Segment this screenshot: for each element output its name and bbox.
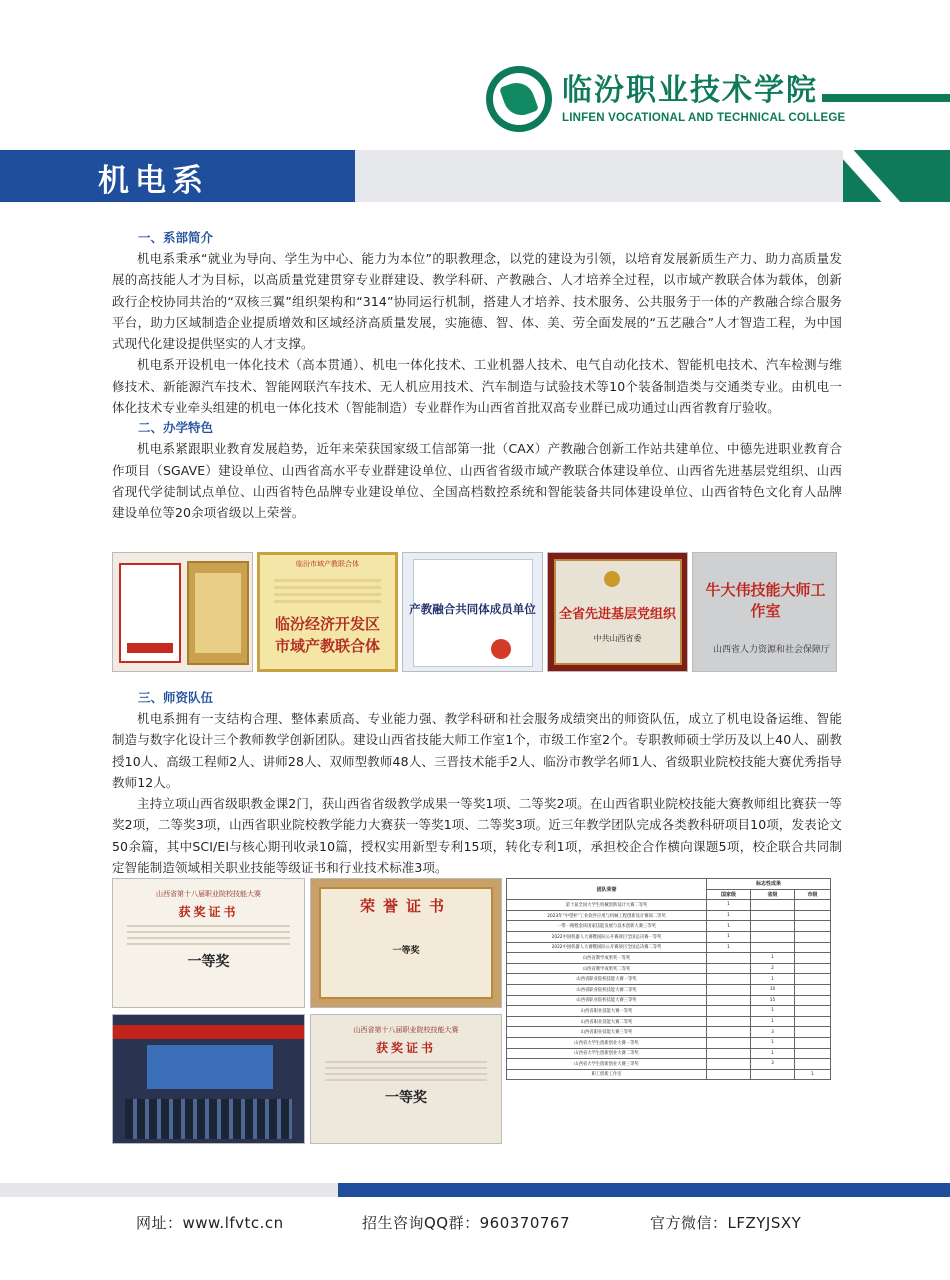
table-cell-honor: 山西省职业技能大赛三等奖 <box>507 1027 707 1038</box>
table-cell-city: 1 <box>795 1069 831 1080</box>
table-cell-provincial: 10 <box>751 984 795 995</box>
table-cell-honor: 2022中国机器人大赛暨国际公开赛项目全国总决赛一等奖 <box>507 931 707 942</box>
table-cell-national <box>707 1048 751 1059</box>
title-band <box>0 150 950 202</box>
table-cell-provincial <box>751 900 795 911</box>
honor-certificates-photo <box>112 552 253 672</box>
table-cell-national <box>707 963 751 974</box>
table-cell-city <box>795 974 831 985</box>
certificate-award: 一等奖 <box>385 1090 427 1106</box>
table-row <box>507 1048 831 1059</box>
table-row <box>507 900 831 911</box>
table-cell-honor: 山西省教学成果奖二等奖 <box>507 963 707 974</box>
section-heading-intro: 一、系部简介 <box>138 230 214 245</box>
table-cell-national: 1 <box>707 900 751 911</box>
table-cell-honor: 山西省职业院校技能大赛二等奖 <box>507 984 707 995</box>
table-cell-honor: 职工创新工作室 <box>507 1069 707 1080</box>
certificate-award: 一等奖 <box>187 954 230 970</box>
table-cell-city <box>795 900 831 911</box>
table-cell-honor: 一带一路暨金砖国家技能发展与技术创新大赛三等奖 <box>507 921 707 932</box>
table-cell-national <box>707 1037 751 1048</box>
page-title: 机电系 <box>98 163 209 199</box>
award-certificate-photo-2 <box>310 1014 502 1144</box>
table-cell-national <box>707 1069 751 1080</box>
features-paragraph: 机电系紧跟职业教育发展趋势，近年来荣获国家级工信部第一批（CAX）产教融合创新工作站共建单位、中德先进职业教育合作项目（SGAVE）建设单位、山西省高水平专业群建设单位、山西省省级市域产教联合体建设单位、山西省先进基层党组织、山西省现代学徒制试点单位、山西省特色品牌专业建设单位、全国高档数控系统和智能装备共同体建设单位、山西省特色文化育人品牌建设单位等20余项省级以上荣誉。 <box>112 441 842 521</box>
faculty-paragraph-1: 机电系拥有一支结构合理、整体素质高、专业能力强、教学科研和社会服务成绩突出的师资队伍，成立了机电设备运维、智能制造与数字化设计三个教师教学创新团队。建设山西省技能大师工作室1个，市级工作室2个。专职教师硕士学历及以上40人、副教授10人、高级工程师2人、讲师28人、双师型教师48人、三晋技术能手2人、临汾市教学名师1人、省级职业院校技能大赛优秀指导教师12人。 <box>112 711 842 790</box>
table-cell-city <box>795 1048 831 1059</box>
table-cell-honor: 2023年“中望杯”工业软件应用与机械工程创新设计赛项二等奖 <box>507 910 707 921</box>
table-row <box>507 931 831 942</box>
certificate-fine-print <box>127 925 290 945</box>
award-certificate-photo-1 <box>112 878 305 1008</box>
certificate-fine-print <box>325 1061 487 1081</box>
section-heading-faculty: 三、师资队伍 <box>138 690 214 705</box>
table-cell-honor: 山西省职业院校技能大赛三等奖 <box>507 995 707 1006</box>
table-cell-provincial: 1 <box>751 1037 795 1048</box>
table-cell-national <box>707 1059 751 1070</box>
table-row <box>507 1027 831 1038</box>
table-row <box>507 910 831 921</box>
footer-line-gray <box>0 1183 338 1197</box>
certificate-award: 一等奖 <box>392 946 420 956</box>
table-cell-honor: 山西省职业技能大赛一等奖 <box>507 1006 707 1017</box>
table-header-team-honors: 团队荣誉 <box>507 879 707 900</box>
table-row <box>507 953 831 964</box>
table-cell-national <box>707 984 751 995</box>
table-cell-provincial <box>751 921 795 932</box>
table-cell-city <box>795 1016 831 1027</box>
table-subheader-city: 市级 <box>795 889 831 900</box>
community-member-plaque <box>402 552 543 672</box>
certificate-title: 荣誉证书 <box>359 897 452 915</box>
footer-wechat: 官方微信：LFZYJSXY <box>650 1214 802 1232</box>
table-cell-provincial: 15 <box>751 995 795 1006</box>
table-cell-honor: 山西省职业院校技能大赛一等奖 <box>507 974 707 985</box>
table-row <box>507 1059 831 1070</box>
table-cell-provincial: 3 <box>751 1059 795 1070</box>
plaque-issuer: 山西省人力资源和社会保障厅 <box>712 645 830 655</box>
college-name-cn: 临汾职业技术学院 <box>562 73 818 108</box>
team-group-photo <box>112 1014 305 1144</box>
table-cell-city <box>795 910 831 921</box>
honor-certificate-photo <box>310 878 502 1008</box>
table-cell-honor: 2022中国机器人大赛暨国际公开赛项目全国总决赛二等奖 <box>507 942 707 953</box>
table-cell-national <box>707 974 751 985</box>
certificate-header: 山西省第十八届职业院校技能大赛 <box>156 890 261 898</box>
faculty-paragraph-2: 主持立项山西省级职教金课2门，获山西省省级教学成果一等奖1项、二等奖2项。在山西省职业院校技能大赛教师组比赛获一等奖2项，二等奖3项，山西省职业院校教学能力大赛获一等奖1项、二等奖3项。近三年教学团队完成各类教科研项目10项，发表论文50余篇，其中SCI/EI与核心期刊收录10篇，授权实用新型专利15项，转化专利1项，承担校企合作横向课题5项，校企联合共同制定智能制造领域相关职业技能等级证书和行业技术标准3项。 <box>112 796 842 876</box>
table-cell-national: 1 <box>707 921 751 932</box>
table-row <box>507 1006 831 1017</box>
table-row <box>507 974 831 985</box>
footer-contact <box>0 1212 950 1234</box>
section-heading-features: 二、办学特色 <box>138 420 214 436</box>
table-row <box>507 995 831 1006</box>
footer-qq-group: 招生咨询QQ群：960370767 <box>362 1214 571 1232</box>
table-cell-national <box>707 1016 751 1027</box>
plaque-fine-print <box>274 579 381 605</box>
faculty-content <box>112 688 842 878</box>
table-cell-provincial: 1 <box>751 1016 795 1027</box>
industry-education-union-plaque <box>257 552 398 672</box>
table-cell-city <box>795 1037 831 1048</box>
table-cell-provincial: 1 <box>751 974 795 985</box>
table-cell-honor: 第十届全国大学生机械创新设计大赛二等奖 <box>507 900 707 911</box>
header-accent-bar <box>822 94 950 102</box>
plaque-main-text: 全省先进基层党组织 <box>558 607 676 622</box>
title-band-gray <box>355 150 843 202</box>
table-cell-national: 1 <box>707 910 751 921</box>
plaque-top-text: 临汾市域产教联合体 <box>296 560 359 568</box>
table-cell-city <box>795 1059 831 1070</box>
table-cell-provincial: 1 <box>751 1048 795 1059</box>
footer-line-blue <box>338 1183 950 1197</box>
intro-paragraph-1: 机电系秉承“就业为导向、学生为中心、能力为本位”的职教理念，以党的建设为引领，以培育发展新质生产力、助力高质量发展的高技能人才为目标，以高质量党建贯穿专业群建设、教学科研、产教融合、人才培养全过程，以市域产教联合体为载体，创新政行企校协同共治的“双核三翼”组织架构和“314”协同运行机制，搭建人才培养、技术服务、公共服务于一体的产教融合综合服务平台，助力区域制造企业提质增效和区域经济高质量发展，实施德、智、体、美、劳全面发展的“五艺融合”人才智造工程，为中国式现代化建设提供坚实的人才支撑。 <box>112 251 842 352</box>
team-members-image <box>125 1099 292 1139</box>
table-body <box>507 900 831 1080</box>
table-cell-city <box>795 953 831 964</box>
table-cell-city <box>795 1006 831 1017</box>
main-content <box>112 228 842 524</box>
certificate-title: 获奖证书 <box>178 905 239 919</box>
table-cell-honor: 山西省大学生创新创业大赛一等奖 <box>507 1037 707 1048</box>
table-cell-honor: 山西省大学生创新创业大赛三等奖 <box>507 1059 707 1070</box>
table-cell-city <box>795 995 831 1006</box>
table-cell-provincial: 1 <box>751 1006 795 1017</box>
certificate-title: 获奖证书 <box>375 1041 436 1055</box>
table-cell-provincial <box>751 942 795 953</box>
intro-paragraph-2: 机电系开设机电一体化技术（高本贯通）、机电一体化技术、工业机器人技术、电气自动化技术、智能机电技术、汽车检测与维修技术、新能源汽车技术、智能网联汽车技术、无人机应用技术、汽车制造与试验技术等10个装备制造类与交通类专业。由机电一体化技术专业牵头组建的机电一体化技术（智能制造）专业群作为山西省首批双高专业群已成功通过山西省教育厅验收。 <box>112 357 842 416</box>
table-cell-national <box>707 953 751 964</box>
table-cell-provincial <box>751 910 795 921</box>
table-row <box>507 963 831 974</box>
table-cell-honor: 山西省大学生创新创业大赛二等奖 <box>507 1048 707 1059</box>
table-cell-city <box>795 984 831 995</box>
college-name-block <box>562 74 845 124</box>
plaque-main-text: 产教融合共同体成员单位 <box>409 602 536 616</box>
table-cell-national <box>707 995 751 1006</box>
table-cell-honor: 山西省职业技能大赛二等奖 <box>507 1016 707 1027</box>
table-cell-provincial: 3 <box>751 1027 795 1038</box>
certificate-red-image <box>119 563 181 663</box>
table-cell-provincial <box>751 1069 795 1080</box>
table-cell-honor: 山西省教学成果奖一等奖 <box>507 953 707 964</box>
table-cell-city <box>795 963 831 974</box>
college-emblem-icon <box>486 66 552 132</box>
table-cell-city <box>795 921 831 932</box>
table-cell-city <box>795 1027 831 1038</box>
table-header-achievements: 标志性成果 <box>707 879 831 890</box>
table-cell-national <box>707 1027 751 1038</box>
master-studio-plaque <box>692 552 837 672</box>
red-seal-icon <box>491 639 511 659</box>
table-cell-national <box>707 1006 751 1017</box>
table-row <box>507 984 831 995</box>
table-cell-city <box>795 931 831 942</box>
plaque-main-text: 临汾经济开发区市域产教联合体 <box>274 615 380 655</box>
table-row <box>507 1037 831 1048</box>
table-cell-city <box>795 942 831 953</box>
table-cell-provincial: 1 <box>751 953 795 964</box>
table-subheader-provincial: 省级 <box>751 889 795 900</box>
stage-screen <box>147 1045 273 1089</box>
table-row <box>507 921 831 932</box>
certificate-gold-image <box>187 561 249 665</box>
plaque-issuer: 中共山西省委 <box>593 634 642 643</box>
college-name-en: LINFEN VOCATIONAL AND TECHNICAL COLLEGE <box>562 112 846 124</box>
certificate-header: 山西省第十八届职业院校技能大赛 <box>353 1026 459 1034</box>
table-row <box>507 1069 831 1080</box>
table-subheader-national: 国家级 <box>707 889 751 900</box>
party-organization-plaque <box>547 552 688 672</box>
achievements-table <box>506 878 830 1080</box>
table-row <box>507 1016 831 1027</box>
table-cell-provincial <box>751 931 795 942</box>
honors-photo-strip <box>112 552 839 672</box>
plaque-main-text: 牛大伟技能大师工作室 <box>705 581 826 620</box>
footer-website: 网址：www.lfvtc.cn <box>136 1214 284 1232</box>
footer-accent-line <box>0 1183 950 1197</box>
title-band-green <box>843 150 950 202</box>
table-cell-national: 1 <box>707 931 751 942</box>
table-row <box>507 942 831 953</box>
event-banner <box>113 1025 304 1039</box>
college-logo <box>486 66 845 132</box>
table-cell-national: 1 <box>707 942 751 953</box>
party-emblem-icon <box>604 571 620 587</box>
table-cell-provincial: 2 <box>751 963 795 974</box>
